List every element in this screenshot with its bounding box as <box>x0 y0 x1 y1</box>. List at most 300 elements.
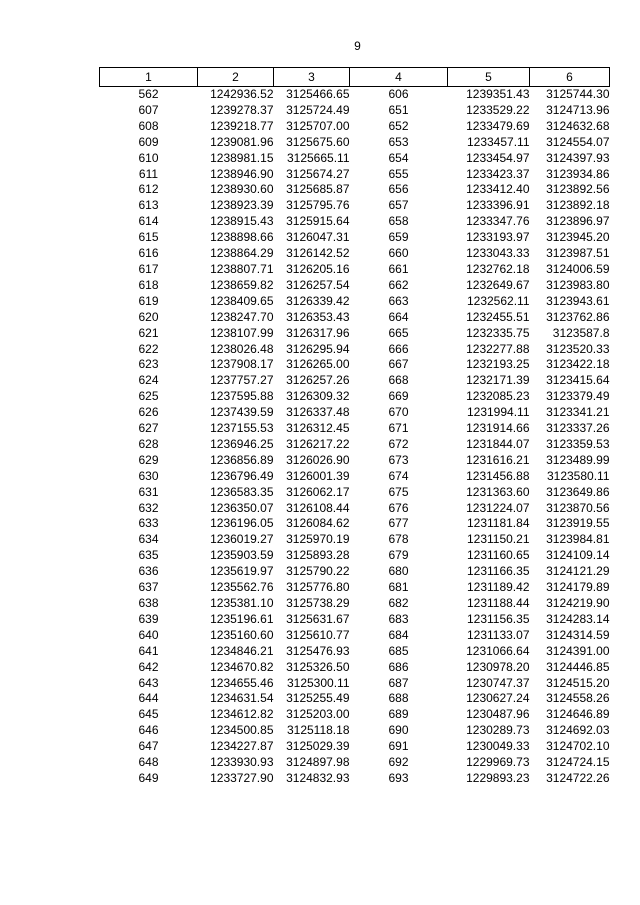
table-cell-col-5: 1232335.75 <box>466 325 530 340</box>
table-cell-col-3: 3125776.80 <box>286 580 350 595</box>
table-cell-col-5: 1229893.23 <box>466 770 530 785</box>
table-cell-col-2: 1238409.65 <box>210 293 274 308</box>
table-cell-col-4: 658 <box>388 214 409 229</box>
table-cell-col-3: 3124832.93 <box>286 770 350 785</box>
column-header-2: 2 <box>198 68 274 87</box>
table-cell-col-5: 1232762.18 <box>466 261 530 276</box>
table-cell-col-2: 1239278.37 <box>210 102 274 117</box>
table-cell-col-3: 3125029.39 <box>286 739 350 754</box>
table-cell-col-6: 3124692.03 <box>546 723 610 738</box>
table-cell-col-3: 3125255.49 <box>286 691 350 706</box>
table-cell-col-6: 3123359.53 <box>546 436 610 451</box>
table-cell-col-2: 1238864.29 <box>210 246 274 261</box>
table-cell-col-5: 1230487.96 <box>466 707 530 722</box>
table-cell-col-1: 562 <box>138 87 159 101</box>
table-cell-col-1: 614 <box>138 214 159 229</box>
table-cell-col-4: 672 <box>388 436 409 451</box>
table-cell-col-2: 1238247.70 <box>210 309 274 324</box>
table-cell-col-3: 3125915.64 <box>286 214 350 229</box>
table-cell-col-3: 3125674.27 <box>286 166 350 181</box>
table-cell-col-4: 656 <box>388 182 409 197</box>
column-header-5: 5 <box>448 68 530 87</box>
table-cell-col-5: 1233457.11 <box>466 134 530 149</box>
table-cell-col-4: 668 <box>388 373 409 388</box>
table-cell-col-6: 3124397.93 <box>546 150 610 165</box>
table-cell-col-1: 631 <box>138 484 159 499</box>
table-cell-col-1: 618 <box>138 277 159 292</box>
table-row <box>100 262 610 278</box>
table-cell-col-4: 681 <box>388 580 409 595</box>
table-row <box>100 437 610 453</box>
table-cell-col-6: 3124446.85 <box>546 659 610 674</box>
table-cell-col-2: 1236946.25 <box>210 436 274 451</box>
table-cell-col-1: 627 <box>138 421 159 436</box>
table-cell-col-3: 3125300.11 <box>286 675 350 690</box>
table-cell-col-1: 622 <box>138 341 159 356</box>
table-cell-col-5: 1232277.88 <box>466 341 530 356</box>
table-cell-col-1: 635 <box>138 548 159 563</box>
table-cell-col-5: 1231150.21 <box>466 532 530 547</box>
table-cell-col-4: 676 <box>388 500 409 515</box>
table-cell-col-5: 1230289.73 <box>466 723 530 738</box>
table-cell-col-4: 652 <box>388 118 409 133</box>
column-header-4: 4 <box>350 68 448 87</box>
table-row <box>100 246 610 262</box>
column-header-1: 1 <box>100 68 198 87</box>
table-cell-col-1: 644 <box>138 691 159 706</box>
table-row <box>100 214 610 230</box>
table-cell-col-1: 630 <box>138 468 159 483</box>
table-row <box>100 532 610 548</box>
table-cell-col-5: 1233412.40 <box>466 182 530 197</box>
table-cell-col-5: 1233347.76 <box>466 214 530 229</box>
table-cell-col-2: 1237757.27 <box>210 373 274 388</box>
table-cell-col-5: 1232455.51 <box>466 309 530 324</box>
table-cell-col-6: 3124006.59 <box>546 261 610 276</box>
table-cell-col-6: 3123337.26 <box>546 421 610 436</box>
table-cell-col-1: 649 <box>138 770 159 785</box>
table-cell-col-4: 686 <box>388 659 409 674</box>
table-row <box>100 548 610 564</box>
table-cell-col-1: 620 <box>138 309 159 324</box>
table-row <box>100 628 610 644</box>
table-cell-col-1: 637 <box>138 580 159 595</box>
table-cell-col-6: 3123983.80 <box>546 277 610 292</box>
table-cell-col-2: 1236796.49 <box>210 468 274 483</box>
table-cell-col-4: 678 <box>388 532 409 547</box>
table-cell-col-1: 648 <box>138 755 159 770</box>
table-cell-col-6: 3123587.8 <box>552 325 610 340</box>
table-cell-col-6: 3123489.99 <box>546 452 610 467</box>
table-cell-col-1: 610 <box>138 150 159 165</box>
table-row <box>100 596 610 612</box>
table-cell-col-3: 3126353.43 <box>286 309 350 324</box>
table-cell-col-1: 612 <box>138 182 159 197</box>
table-cell-col-4: 661 <box>388 261 409 276</box>
table-cell-col-5: 1231224.07 <box>466 500 530 515</box>
table-row <box>100 230 610 246</box>
table-cell-col-2: 1237439.59 <box>210 405 274 420</box>
table-cell-col-1: 628 <box>138 436 159 451</box>
table-cell-col-6: 3123520.33 <box>546 341 610 356</box>
table-cell-col-4: 691 <box>388 739 409 754</box>
table-cell-col-3: 3126265.00 <box>286 357 350 372</box>
table-cell-col-5: 1231166.35 <box>466 564 530 579</box>
table-cell-col-1: 636 <box>138 564 159 579</box>
table-row <box>100 453 610 469</box>
table-cell-col-3: 3126142.52 <box>286 246 350 261</box>
table-cell-col-2: 1238915.43 <box>210 214 274 229</box>
table-cell-col-6: 3123892.56 <box>546 182 610 197</box>
table-cell-col-2: 1235619.97 <box>210 564 274 579</box>
table-cell-col-2: 1233930.93 <box>210 755 274 770</box>
table-cell-col-1: 607 <box>138 102 159 117</box>
table-row <box>100 87 610 103</box>
table-cell-col-4: 675 <box>388 484 409 499</box>
table-cell-col-4: 673 <box>388 452 409 467</box>
table-cell-col-5: 1231844.07 <box>466 436 530 451</box>
table-cell-col-1: 632 <box>138 500 159 515</box>
table-cell-col-2: 1238946.90 <box>210 166 274 181</box>
table-row <box>100 580 610 596</box>
table-row <box>100 167 610 183</box>
table-cell-col-3: 3126084.62 <box>286 516 350 531</box>
table-cell-col-6: 3123934.86 <box>546 166 610 181</box>
table-cell-col-6: 3124391.00 <box>546 643 610 658</box>
table-row <box>100 389 610 405</box>
table-cell-col-4: 659 <box>388 230 409 245</box>
table-cell-col-1: 640 <box>138 627 159 642</box>
table-cell-col-4: 680 <box>388 564 409 579</box>
table-cell-col-5: 1232649.67 <box>466 277 530 292</box>
table-cell-col-4: 667 <box>388 357 409 372</box>
table-row <box>100 278 610 294</box>
table-cell-col-3: 3125203.00 <box>286 707 350 722</box>
table-row <box>100 644 610 660</box>
table-cell-col-2: 1236583.35 <box>210 484 274 499</box>
table-cell-col-2: 1238930.60 <box>210 182 274 197</box>
table-cell-col-3: 3125665.11 <box>286 150 350 165</box>
table-cell-col-5: 1231160.65 <box>466 548 530 563</box>
table-cell-col-4: 665 <box>388 325 409 340</box>
table-cell-col-5: 1231914.66 <box>466 421 530 436</box>
table-cell-col-1: 639 <box>138 611 159 626</box>
table-cell-col-4: 651 <box>388 102 409 117</box>
table-cell-col-4: 677 <box>388 516 409 531</box>
table-cell-col-1: 646 <box>138 723 159 738</box>
table-row <box>100 342 610 358</box>
table-cell-col-1: 609 <box>138 134 159 149</box>
table-row <box>100 135 610 151</box>
column-header-3: 3 <box>274 68 350 87</box>
table-cell-col-2: 1238807.71 <box>210 261 274 276</box>
table-cell-col-4: 674 <box>388 468 409 483</box>
table-cell-col-2: 1235160.60 <box>210 627 274 642</box>
table-cell-col-1: 621 <box>138 325 159 340</box>
table-cell-col-2: 1234655.46 <box>210 675 274 690</box>
table-cell-col-4: 684 <box>388 627 409 642</box>
table-cell-col-5: 1232562.11 <box>466 293 530 308</box>
table-cell-col-5: 1231994.11 <box>466 405 530 420</box>
table-row <box>100 691 610 707</box>
table-cell-col-6: 3123422.18 <box>546 357 610 372</box>
table-cell-col-6: 3124722.26 <box>546 770 610 785</box>
table-cell-col-6: 3123415.64 <box>546 373 610 388</box>
table-cell-col-6: 3124219.90 <box>546 596 610 610</box>
table-cell-col-2: 1236019.27 <box>210 532 274 547</box>
table-row <box>100 294 610 310</box>
table-cell-col-4: 685 <box>388 643 409 658</box>
table-cell-col-3: 3126108.44 <box>286 500 350 515</box>
table-cell-col-4: 689 <box>388 707 409 722</box>
page-number: 9 <box>354 39 361 53</box>
table-row <box>100 151 610 167</box>
table-cell-col-2: 1236196.05 <box>210 516 274 531</box>
table-cell-col-6: 3123987.51 <box>546 246 610 261</box>
table-cell-col-1: 613 <box>138 198 159 213</box>
table-row <box>100 771 610 787</box>
table-cell-col-5: 1231133.07 <box>466 627 530 642</box>
table-cell-col-4: 666 <box>388 341 409 356</box>
table-cell-col-1: 608 <box>138 118 159 133</box>
table-cell-col-6: 3124109.14 <box>546 548 610 563</box>
table-cell-col-5: 1231616.21 <box>466 452 530 467</box>
table-cell-col-3: 3126047.31 <box>286 230 350 245</box>
table-header-row <box>100 68 610 87</box>
table-cell-col-4: 663 <box>388 293 409 308</box>
table-row <box>100 421 610 437</box>
table-cell-col-6: 3123379.49 <box>546 389 610 404</box>
table-cell-col-4: 692 <box>388 755 409 770</box>
table-cell-col-2: 1238659.82 <box>210 277 274 292</box>
table-row <box>100 612 610 628</box>
table-cell-col-2: 1237908.17 <box>210 357 274 372</box>
table-cell-col-4: 606 <box>388 87 409 101</box>
table-cell-col-1: 625 <box>138 389 159 404</box>
table-cell-col-6: 3123649.86 <box>546 484 610 499</box>
table-cell-col-3: 3126257.54 <box>286 277 350 292</box>
table-cell-col-1: 642 <box>138 659 159 674</box>
table-cell-col-2: 1233727.90 <box>210 770 274 785</box>
table-cell-col-6: 3124713.96 <box>546 102 610 117</box>
table-cell-col-5: 1239351.43 <box>466 87 530 101</box>
table-cell-col-4: 660 <box>388 246 409 261</box>
table-row <box>100 660 610 676</box>
table-cell-col-6: 3123580.11 <box>546 468 610 483</box>
table-cell-col-6: 3123919.55 <box>546 516 610 531</box>
table-cell-col-6: 3124314.59 <box>546 627 610 642</box>
table-row <box>100 707 610 723</box>
table-cell-col-6: 3124283.14 <box>546 611 610 626</box>
table-cell-col-1: 617 <box>138 261 159 276</box>
table-cell-col-3: 3126217.22 <box>286 436 350 451</box>
table-cell-col-3: 3126295.94 <box>286 341 350 356</box>
table-cell-col-4: 670 <box>388 405 409 420</box>
table-cell-col-5: 1233396.91 <box>466 198 530 213</box>
table-cell-col-2: 1238898.66 <box>210 230 274 245</box>
table-cell-col-3: 3126339.42 <box>286 293 350 308</box>
table-cell-col-3: 3125118.18 <box>286 723 350 738</box>
table-cell-col-6: 3124632.68 <box>546 118 610 133</box>
table-cell-col-3: 3125466.65 <box>286 87 350 101</box>
table-cell-col-2: 1234631.54 <box>210 691 274 706</box>
table-cell-col-6: 3125744.30 <box>546 87 610 101</box>
table-cell-col-6: 3124558.26 <box>546 691 610 706</box>
table-cell-col-3: 3125476.93 <box>286 643 350 658</box>
table-cell-col-5: 1233193.97 <box>466 230 530 245</box>
table-cell-col-2: 1238026.48 <box>210 341 274 356</box>
table-cell-col-6: 3124702.10 <box>546 739 610 754</box>
table-cell-col-2: 1235562.76 <box>210 580 274 595</box>
table-cell-col-1: 616 <box>138 246 159 261</box>
table-row <box>100 501 610 517</box>
table-cell-col-1: 626 <box>138 405 159 420</box>
table-cell-col-1: 641 <box>138 643 159 658</box>
table-cell-col-2: 1236856.89 <box>210 452 274 467</box>
table-body <box>100 87 610 787</box>
table-row <box>100 182 610 198</box>
table-cell-col-5: 1233454.97 <box>466 150 530 165</box>
table-cell-col-4: 653 <box>388 134 409 149</box>
table-cell-col-5: 1231456.88 <box>466 468 530 483</box>
table-cell-col-5: 1231156.35 <box>466 611 530 626</box>
table-cell-col-4: 679 <box>388 548 409 563</box>
table-cell-col-2: 1234500.85 <box>210 723 274 738</box>
table-cell-col-5: 1232171.39 <box>466 373 530 388</box>
table-cell-col-3: 3125326.50 <box>286 659 350 674</box>
table-row <box>100 373 610 389</box>
table-cell-col-3: 3125707.00 <box>286 118 350 133</box>
table-cell-col-3: 3125675.60 <box>286 134 350 149</box>
table-row <box>100 119 610 135</box>
table-cell-col-5: 1231363.60 <box>466 484 530 499</box>
table-cell-col-5: 1230627.24 <box>466 691 530 706</box>
table-cell-col-5: 1230747.37 <box>466 675 530 690</box>
table-cell-col-5: 1231066.64 <box>466 643 530 658</box>
table-cell-col-2: 1237155.53 <box>210 421 274 436</box>
table-cell-col-5: 1233529.22 <box>466 102 530 117</box>
table-cell-col-6: 3123984.81 <box>546 532 610 547</box>
table-cell-col-2: 1236350.07 <box>210 500 274 515</box>
table-cell-col-3: 3126205.16 <box>286 261 350 276</box>
table-cell-col-6: 3124554.07 <box>546 134 610 149</box>
table-cell-col-6: 3124646.89 <box>546 707 610 722</box>
table-cell-col-5: 1229969.73 <box>466 755 530 770</box>
table-cell-col-3: 3125790.22 <box>286 564 350 579</box>
table-cell-col-6: 3124179.89 <box>546 580 610 595</box>
table-row <box>100 723 610 739</box>
table-cell-col-4: 671 <box>388 421 409 436</box>
table-cell-col-4: 664 <box>388 309 409 324</box>
table-cell-col-4: 669 <box>388 389 409 404</box>
table-cell-col-1: 624 <box>138 373 159 388</box>
table-cell-col-2: 1234670.82 <box>210 659 274 674</box>
table-row <box>100 564 610 580</box>
table-cell-col-3: 3126312.45 <box>286 421 350 436</box>
table-cell-col-1: 645 <box>138 707 159 722</box>
table-cell-col-2: 1239081.96 <box>210 134 274 149</box>
table-cell-col-5: 1230978.20 <box>466 659 530 674</box>
table-cell-col-3: 3125795.76 <box>286 198 350 213</box>
table-row <box>100 103 610 119</box>
table-cell-col-6: 3123341.21 <box>546 405 610 420</box>
table-cell-col-1: 643 <box>138 675 159 690</box>
table-cell-col-2: 1234612.82 <box>210 707 274 722</box>
table-cell-col-5: 1233423.37 <box>466 166 530 181</box>
table-cell-col-3: 3125685.87 <box>286 182 350 197</box>
table-cell-col-1: 615 <box>138 230 159 245</box>
coordinates-table <box>99 67 610 787</box>
table-cell-col-1: 633 <box>138 516 159 531</box>
table-cell-col-4: 690 <box>388 723 409 738</box>
table-cell-col-4: 688 <box>388 691 409 706</box>
table-cell-col-6: 3123945.20 <box>546 230 610 245</box>
table-cell-col-4: 657 <box>388 198 409 213</box>
table-cell-col-2: 1237595.88 <box>210 389 274 404</box>
table-row <box>100 469 610 485</box>
table-cell-col-1: 638 <box>138 596 159 610</box>
table-cell-col-4: 655 <box>388 166 409 181</box>
table-cell-col-3: 3126026.90 <box>286 452 350 467</box>
table-cell-col-2: 1239218.77 <box>210 118 274 133</box>
table-cell-col-3: 3125610.77 <box>286 627 350 642</box>
table-cell-col-6: 3124515.20 <box>546 675 610 690</box>
table-cell-col-3: 3126317.96 <box>286 325 350 340</box>
table-cell-col-3: 3125631.67 <box>286 611 350 626</box>
table-row <box>100 326 610 342</box>
table-cell-col-3: 3126001.39 <box>286 468 350 483</box>
table-cell-col-6: 3123892.18 <box>546 198 610 213</box>
table-cell-col-6: 3123870.56 <box>546 500 610 515</box>
table-cell-col-4: 682 <box>388 596 409 610</box>
table-cell-col-2: 1235196.61 <box>210 611 274 626</box>
table-cell-col-3: 3125738.29 <box>286 596 350 610</box>
table-cell-col-5: 1231188.44 <box>466 596 530 610</box>
table-cell-col-2: 1242936.52 <box>210 87 274 101</box>
table-row <box>100 739 610 755</box>
table-cell-col-6: 3123896.97 <box>546 214 610 229</box>
table-cell-col-2: 1238923.39 <box>210 198 274 213</box>
table-cell-col-1: 623 <box>138 357 159 372</box>
table-cell-col-4: 654 <box>388 150 409 165</box>
table-cell-col-5: 1233479.69 <box>466 118 530 133</box>
table-cell-col-1: 634 <box>138 532 159 547</box>
table-cell-col-6: 3123762.86 <box>546 309 610 324</box>
table-cell-col-1: 611 <box>138 166 159 181</box>
table-cell-col-2: 1238981.15 <box>210 150 274 165</box>
table-row <box>100 485 610 501</box>
table-row <box>100 357 610 373</box>
table-row <box>100 405 610 421</box>
table-row <box>100 310 610 326</box>
table-cell-col-1: 629 <box>138 452 159 467</box>
table-cell-col-4: 693 <box>388 770 409 785</box>
table-cell-col-6: 3124121.29 <box>546 564 610 579</box>
column-header-6: 6 <box>530 68 610 87</box>
table-cell-col-1: 647 <box>138 739 159 754</box>
table-cell-col-3: 3125893.28 <box>286 548 350 563</box>
table-row <box>100 676 610 692</box>
table-cell-col-5: 1231181.84 <box>466 516 530 531</box>
table-cell-col-5: 1231189.42 <box>466 580 530 595</box>
table-cell-col-2: 1235381.10 <box>210 596 274 610</box>
table-cell-col-3: 3124897.98 <box>286 755 350 770</box>
table-cell-col-5: 1232085.23 <box>466 389 530 404</box>
table-row <box>100 755 610 771</box>
table-row <box>100 198 610 214</box>
table-cell-col-2: 1238107.99 <box>210 325 274 340</box>
table-cell-col-3: 3126337.48 <box>286 405 350 420</box>
